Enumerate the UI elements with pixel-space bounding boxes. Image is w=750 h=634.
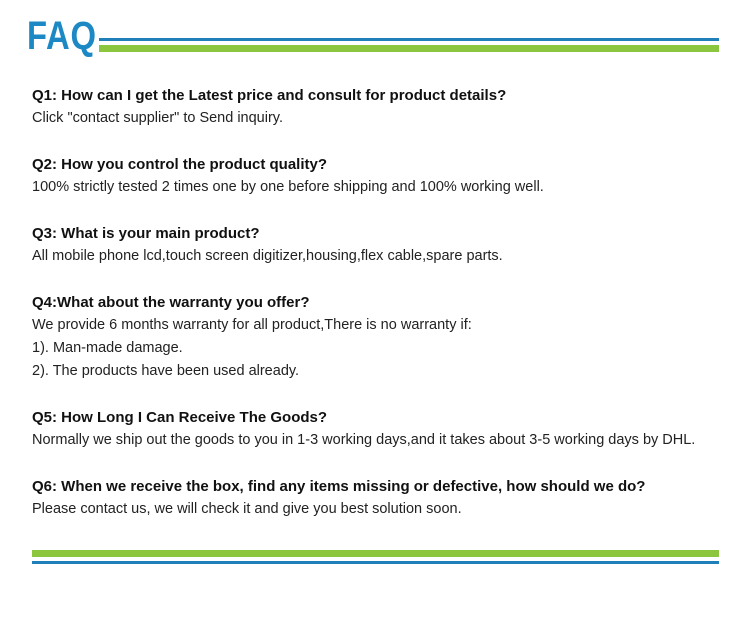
- header-divider-green: [99, 45, 719, 52]
- faq-answer: 100% strictly tested 2 times one by one before shipping and 100% working well.: [32, 179, 544, 195]
- faq-header: [0, 0, 750, 70]
- faq-answer: Please contact us, we will check it and give you best solution soon.: [32, 501, 462, 517]
- faq-item-2: [32, 153, 732, 199]
- faq-answer: Normally we ship out the goods to you in 1-3 working days,and it takes about 3-5 working days by DHL.: [32, 432, 696, 448]
- faq-question: Q3: What is your main product?: [32, 225, 260, 242]
- header-divider-blue: [99, 38, 719, 41]
- footer-divider-green: [32, 550, 719, 557]
- faq-question: Q4:What about the warranty you offer?: [32, 294, 310, 311]
- faq-item-5: [32, 406, 732, 452]
- faq-question: Q2: How you control the product quality?: [32, 156, 327, 173]
- faq-list: [32, 84, 732, 544]
- faq-answer: All mobile phone lcd,touch screen digitizer,housing,flex cable,spare parts.: [32, 248, 503, 264]
- faq-question: Q6: When we receive the box, find any items missing or defective, how should we do?: [32, 478, 646, 495]
- faq-answer-condition: 1). Man-made damage.: [32, 340, 183, 356]
- faq-item-1: [32, 84, 732, 130]
- faq-answer-condition: 2). The products have been used already.: [32, 363, 300, 379]
- footer-divider-blue: [32, 561, 719, 564]
- faq-item-4: [32, 291, 732, 383]
- faq-question: Q1: How can I get the Latest price and consult for product details?: [32, 87, 507, 104]
- page-title: FAQ: [27, 14, 97, 58]
- faq-item-3: [32, 222, 732, 268]
- faq-item-6: [32, 475, 732, 521]
- faq-question: Q5: How Long I Can Receive The Goods?: [32, 409, 328, 426]
- faq-answer: We provide 6 months warranty for all product,There is no warranty if:: [32, 317, 472, 333]
- faq-answer: Click "contact supplier" to Send inquiry.: [32, 110, 284, 126]
